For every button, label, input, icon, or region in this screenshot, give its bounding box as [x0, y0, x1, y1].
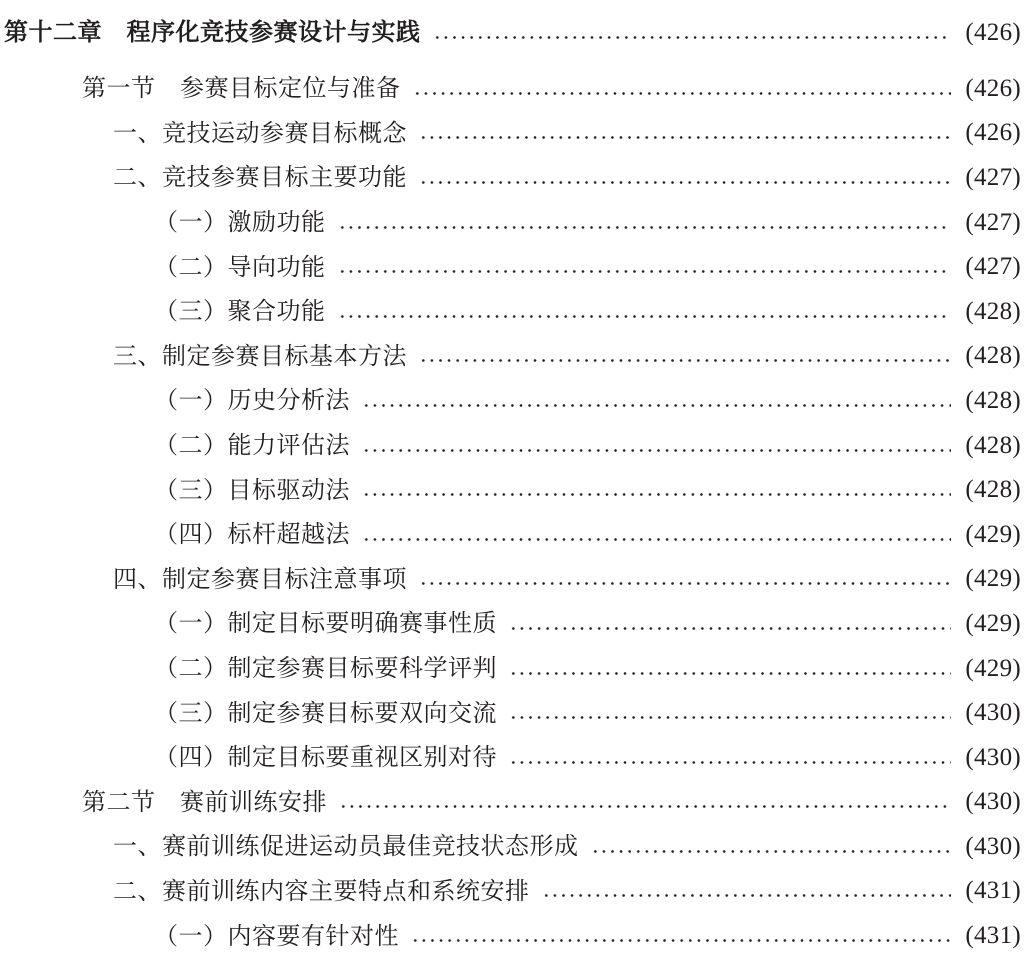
dot-leader — [362, 538, 951, 541]
toc-entry[interactable] — [0, 601, 1024, 646]
dot-leader — [419, 136, 951, 139]
toc-entry-label: （一）历史分析法 — [154, 386, 350, 415]
dot-leader — [362, 449, 951, 452]
toc-entry-label: 二、赛前训练内容主要特点和系统安排 — [113, 876, 530, 905]
toc-entry[interactable] — [0, 334, 1024, 379]
toc-entry-page: (428) — [965, 386, 1021, 414]
toc-entry-page: (427) — [965, 163, 1021, 191]
toc-chapter-row[interactable] — [0, 10, 1024, 54]
dot-leader — [362, 404, 951, 407]
toc-entry-label: （一）制定目标要明确赛事性质 — [154, 609, 497, 638]
chapter-heading — [4, 20, 421, 44]
toc-entry-label: （二）能力评估法 — [154, 431, 350, 460]
toc-entry-label: 二、竞技参赛目标主要功能 — [113, 163, 407, 192]
toc-entry-page: (429) — [965, 654, 1021, 682]
toc-entry[interactable] — [0, 467, 1024, 512]
toc-entry-page: (428) — [965, 431, 1021, 459]
dot-leader — [419, 359, 951, 362]
dot-leader — [542, 894, 952, 897]
toc-entry-label: （一）激励功能 — [154, 208, 326, 237]
dot-leader — [411, 939, 951, 942]
toc-entry-label: 第一节 参赛目标定位与准备 — [82, 74, 401, 103]
toc-entry-label: （四）标杆超越法 — [154, 520, 350, 549]
toc-entry[interactable] — [0, 780, 1024, 825]
dot-leader — [338, 315, 952, 318]
toc-entry-page: (428) — [965, 297, 1021, 325]
toc-entry-page: (431) — [965, 877, 1021, 905]
toc-entry-page: (428) — [965, 476, 1021, 504]
toc-entry-page: (426) — [965, 74, 1021, 102]
chapter-number: 第十二章 — [4, 18, 102, 46]
toc-entry[interactable] — [0, 155, 1024, 200]
chapter-page-number: (426) — [965, 18, 1021, 46]
toc-entry-label: 三、制定参赛目标基本方法 — [113, 341, 407, 370]
dot-leader — [419, 582, 951, 585]
chapter-title: 程序化竞技参赛设计与实践 — [126, 18, 421, 46]
dot-leader — [509, 672, 951, 675]
toc-entry[interactable] — [0, 378, 1024, 423]
toc-entry-page: (431) — [965, 922, 1021, 950]
toc-entry-label: （一）内容要有针对性 — [154, 921, 399, 950]
toc-entry[interactable] — [0, 244, 1024, 289]
dot-leader — [338, 226, 952, 229]
toc-entry-label: 第二节 赛前训练安排 — [82, 787, 327, 816]
toc-entry-page: (429) — [965, 565, 1021, 593]
toc-entry[interactable] — [0, 557, 1024, 602]
toc-entry-label: （三）目标驱动法 — [154, 475, 350, 504]
toc-entry[interactable] — [0, 646, 1024, 691]
toc-entry-label: 一、竞技运动参赛目标概念 — [113, 118, 407, 147]
toc-entry-page: (429) — [965, 609, 1021, 637]
toc-entry-page: (427) — [965, 208, 1021, 236]
toc-entry-label: （二）导向功能 — [154, 252, 326, 281]
toc-entry[interactable] — [0, 869, 1024, 914]
toc-entry-page: (430) — [965, 743, 1021, 771]
dot-leader — [362, 493, 951, 496]
toc-entry-label: （三）聚合功能 — [154, 297, 326, 326]
dot-leader — [339, 805, 951, 808]
dot-leader — [509, 716, 951, 719]
toc-entry[interactable] — [0, 824, 1024, 869]
toc-entry[interactable] — [0, 690, 1024, 735]
toc-entry[interactable] — [0, 512, 1024, 557]
dot-leader — [419, 181, 951, 184]
toc-entry-label: 一、赛前训练促进运动员最佳竞技状态形成 — [113, 832, 579, 861]
toc-entry[interactable] — [0, 423, 1024, 468]
toc-entry-label: 四、制定参赛目标注意事项 — [113, 564, 407, 593]
dot-leader — [509, 761, 951, 764]
toc-entry[interactable] — [0, 289, 1024, 334]
dot-leader — [433, 36, 952, 39]
toc-entry[interactable] — [0, 913, 1024, 958]
toc-entry-label: （二）制定参赛目标要科学评判 — [154, 654, 497, 683]
dot-leader — [338, 270, 952, 273]
dot-leader — [413, 92, 952, 95]
toc-entry-page: (428) — [965, 342, 1021, 370]
table-of-contents — [0, 10, 1024, 958]
toc-entry[interactable] — [0, 200, 1024, 245]
toc-entry-page: (429) — [965, 520, 1021, 548]
toc-entry[interactable] — [0, 735, 1024, 780]
toc-entry-page: (430) — [965, 788, 1021, 816]
toc-entry-label: （四）制定目标要重视区别对待 — [154, 743, 497, 772]
dot-leader — [509, 627, 951, 630]
toc-entry-page: (427) — [965, 253, 1021, 281]
toc-entry-page: (430) — [965, 699, 1021, 727]
toc-entry-page: (426) — [965, 119, 1021, 147]
toc-entry-label: （三）制定参赛目标要双向交流 — [154, 698, 497, 727]
toc-entry-page: (430) — [965, 832, 1021, 860]
toc-entry[interactable] — [0, 66, 1024, 111]
toc-entry[interactable] — [0, 111, 1024, 156]
dot-leader — [591, 850, 952, 853]
